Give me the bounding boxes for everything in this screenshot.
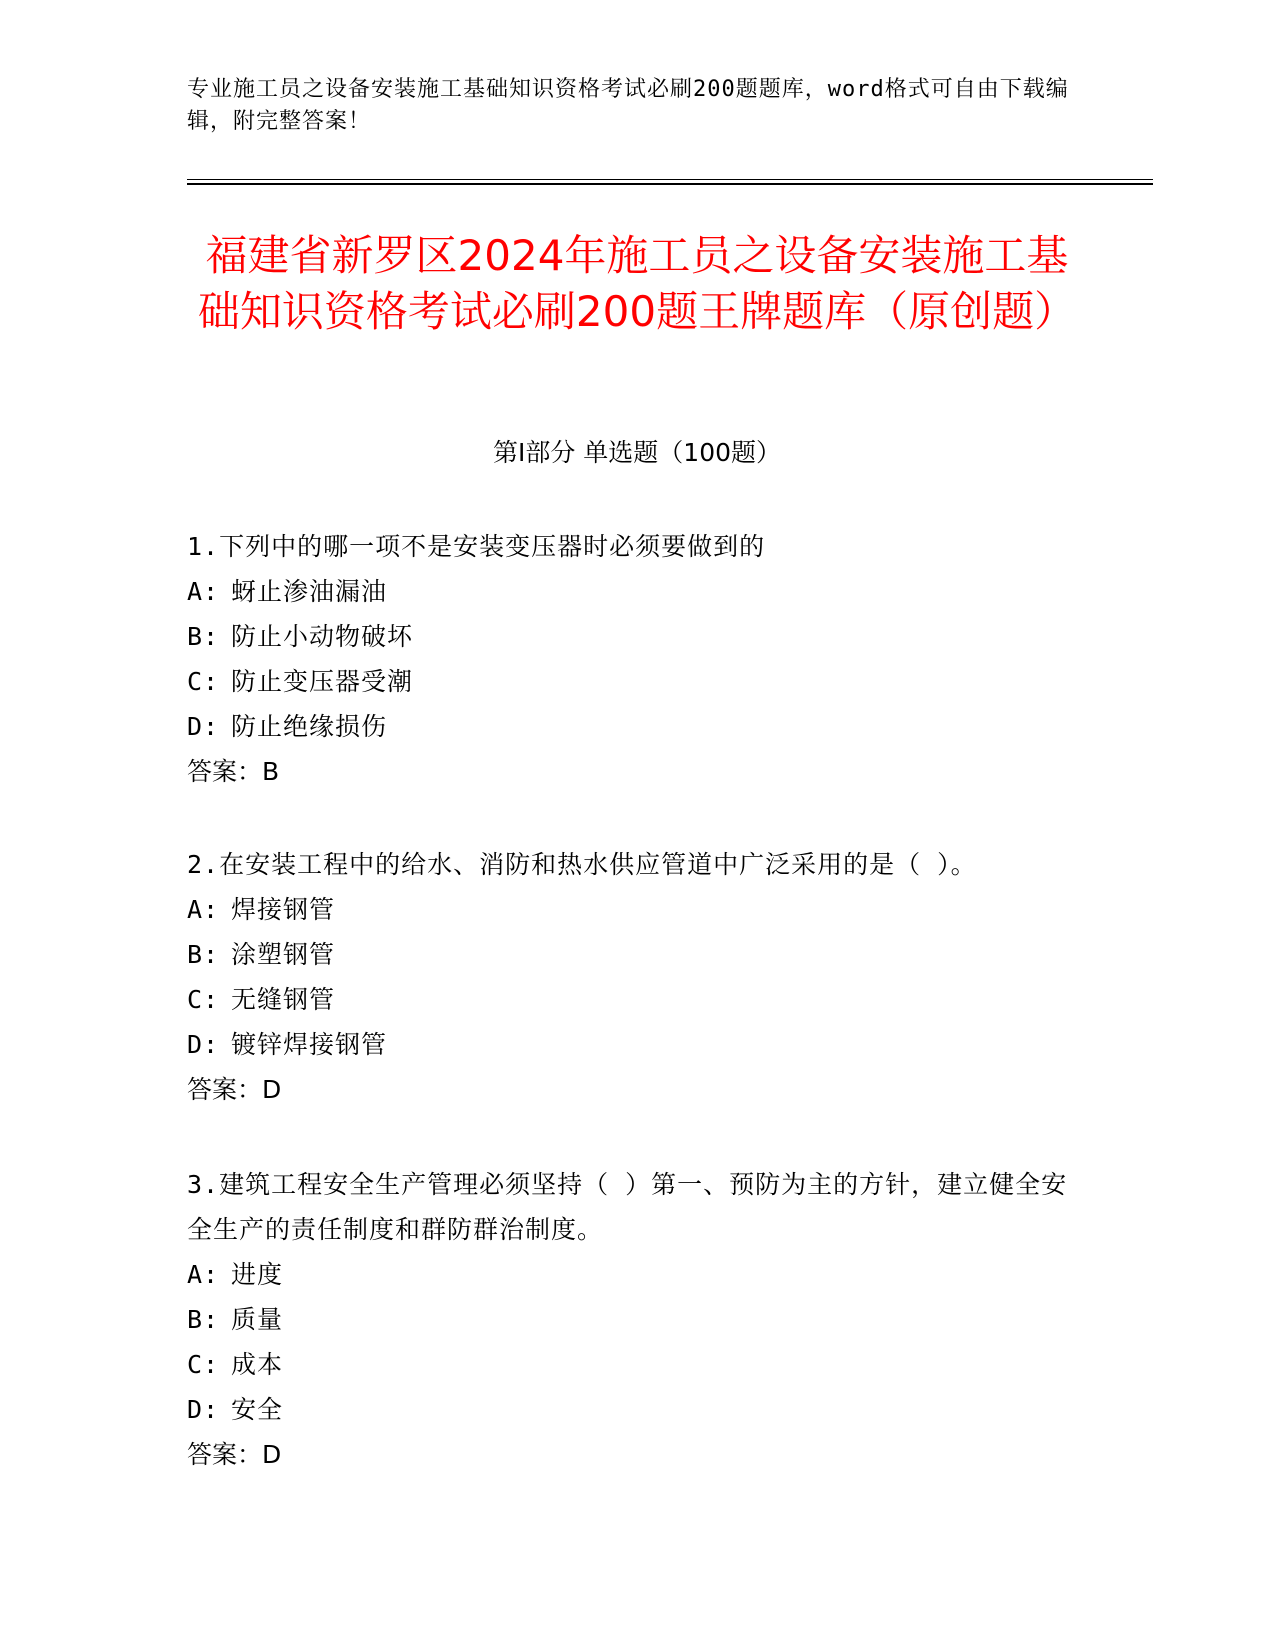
option-letter: A: <box>187 1260 220 1289</box>
header-rule-thick <box>187 183 1153 185</box>
option-d <box>187 1387 1087 1432</box>
option-letter: B: <box>187 940 220 969</box>
option-text: 涂塑钢管 <box>231 940 336 969</box>
option-text: 质量 <box>231 1305 284 1334</box>
question-stem: 3.建筑工程安全生产管理必须坚持（ ）第一、预防为主的方针，建立健全安全生产的责任制度和群防群治制度。 <box>187 1170 1068 1244</box>
option-a <box>187 569 1087 614</box>
option-letter: C: <box>187 985 220 1014</box>
option-letter: C: <box>187 667 220 696</box>
question-block <box>187 842 1087 1112</box>
option-text: 防止小动物破坏 <box>231 622 414 651</box>
answer-line: 答案：D <box>187 1075 282 1104</box>
option-a <box>187 1252 1087 1297</box>
document-title: 福建省新罗区2024年施工员之设备安装施工基础知识资格考试必刷200题王牌题库（原创题） <box>197 231 1077 336</box>
option-c <box>187 977 1087 1022</box>
option-letter: A: <box>187 577 220 606</box>
option-letter: B: <box>187 1305 220 1334</box>
header-rule-thin <box>187 179 1153 180</box>
header-note: 专业施工员之设备安装施工基础知识资格考试必刷200题题库，word格式可自由下载编辑，附完整答案！ <box>187 77 1069 134</box>
option-d <box>187 1022 1087 1067</box>
question-stem: 1.下列中的哪一项不是安装变压器时必须要做到的 <box>187 532 766 561</box>
option-b <box>187 614 1087 659</box>
option-text: 焊接钢管 <box>231 895 336 924</box>
answer-line: 答案：D <box>187 1440 282 1469</box>
question-block <box>187 1162 1087 1477</box>
option-letter: B: <box>187 622 220 651</box>
question-block <box>187 524 1087 794</box>
option-letter: A: <box>187 895 220 924</box>
option-c <box>187 659 1087 704</box>
option-a <box>187 887 1087 932</box>
answer-line: 答案：B <box>187 757 280 786</box>
option-letter: D: <box>187 1030 220 1059</box>
option-text: 无缝钢管 <box>231 985 336 1014</box>
option-text: 蚜止渗油漏油 <box>231 577 388 606</box>
option-d <box>187 704 1087 749</box>
option-letter: D: <box>187 712 220 741</box>
option-text: 防止变压器受潮 <box>231 667 414 696</box>
option-c <box>187 1342 1087 1387</box>
option-text: 进度 <box>231 1260 284 1289</box>
option-letter: D: <box>187 1395 220 1424</box>
section-title: 第I部分 单选题（100题） <box>492 438 782 467</box>
question-stem: 2.在安装工程中的给水、消防和热水供应管道中广泛采用的是（ ）。 <box>187 850 977 879</box>
option-text: 镀锌焊接钢管 <box>231 1030 388 1059</box>
option-text: 防止绝缘损伤 <box>231 712 388 741</box>
option-b <box>187 932 1087 977</box>
option-text: 安全 <box>231 1395 284 1424</box>
option-text: 成本 <box>231 1350 284 1379</box>
option-letter: C: <box>187 1350 220 1379</box>
option-b <box>187 1297 1087 1342</box>
